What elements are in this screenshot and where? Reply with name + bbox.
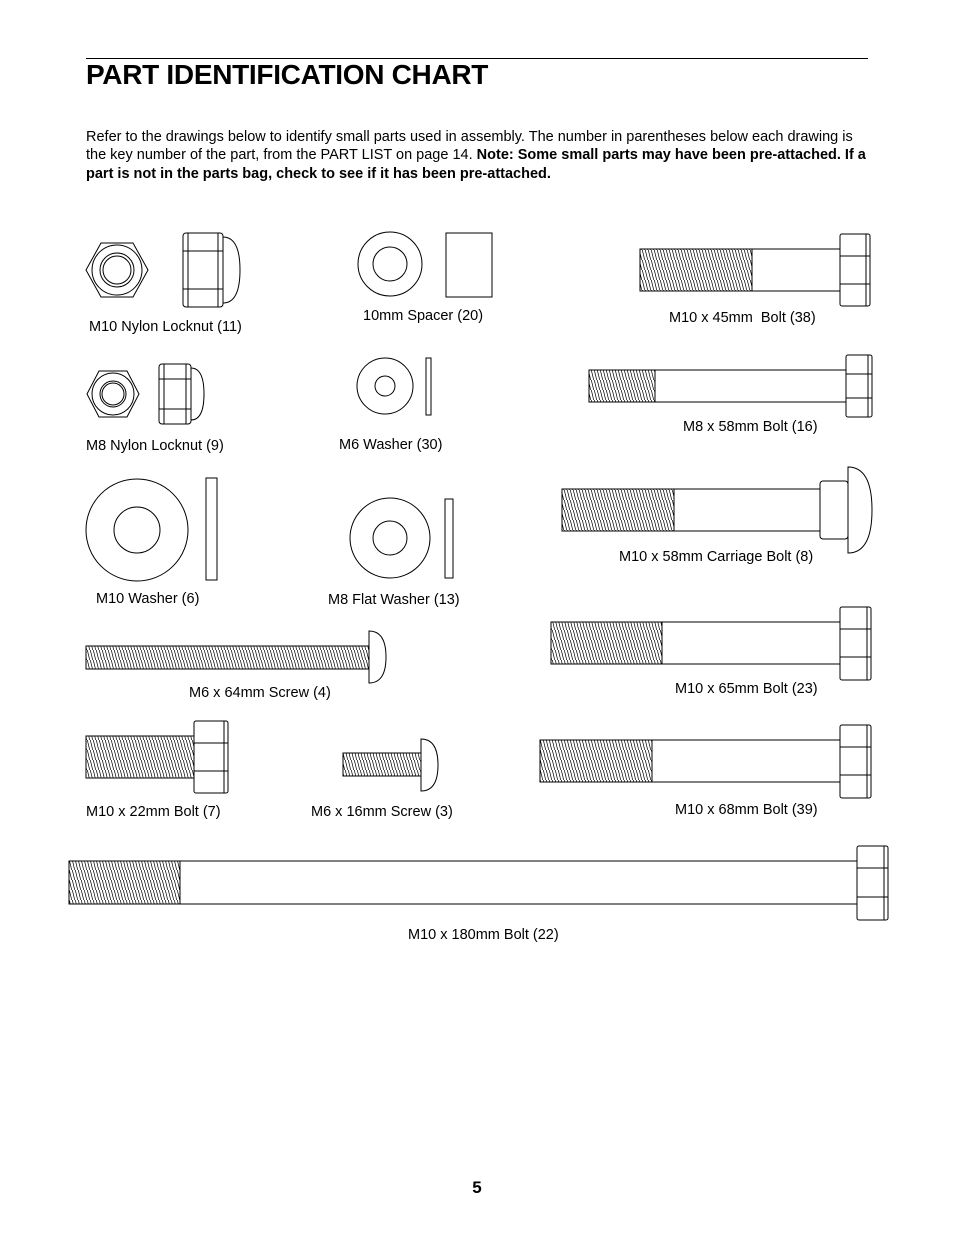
caption-m10x22-bolt: M10 x 22mm Bolt (7)	[86, 804, 221, 820]
m10x45-bolt-drawing	[640, 234, 870, 306]
m6-washer-drawing	[357, 358, 431, 415]
m8-flat-washer-drawing	[350, 498, 453, 578]
caption-m10x65-bolt: M10 x 65mm Bolt (23)	[675, 681, 818, 697]
m10x180-bolt-drawing	[69, 846, 888, 920]
caption-m10x45-bolt: M10 x 45mm Bolt (38)	[669, 310, 816, 326]
m6x64-screw-drawing	[86, 631, 386, 683]
m10-nylon-locknut-drawing	[86, 233, 240, 307]
caption-m10x68-bolt: M10 x 68mm Bolt (39)	[675, 802, 818, 818]
intro-note: Note: Some small parts may have been pre-attached. If a part is not in the parts bag, check to see if it has been pre-attached.	[86, 147, 866, 182]
m10x65-bolt-drawing	[551, 607, 871, 680]
caption-m6x64-screw: M6 x 64mm Screw (4)	[189, 685, 331, 701]
m10x22-bolt-drawing	[86, 721, 228, 793]
m10x58-carriage-bolt-drawing	[562, 467, 872, 553]
m10x68-bolt-drawing	[540, 725, 871, 798]
caption-10mm-spacer: 10mm Spacer (20)	[363, 308, 484, 324]
page-title: PART IDENTIFICATION CHART	[86, 59, 489, 90]
caption-m8-flat-washer: M8 Flat Washer (13)	[328, 592, 460, 608]
m6x16-screw-drawing	[343, 739, 438, 791]
m8x58-bolt-drawing	[589, 355, 872, 417]
intro-text: Refer to the drawings below to identify small parts used in assembly. The number in parentheses below each drawing is the key number of the part, from the PART LIST on page 14.	[86, 129, 853, 164]
caption-m10x180-bolt: M10 x 180mm Bolt (22)	[408, 927, 559, 943]
caption-m10-nylon-locknut: M10 Nylon Locknut (11)	[89, 319, 242, 335]
m8-nylon-locknut-drawing	[87, 364, 204, 424]
m10-washer-drawing	[86, 478, 217, 581]
caption-m10-washer: M10 Washer (6)	[96, 591, 200, 607]
page-number: 5	[472, 1178, 482, 1197]
caption-m6-washer: M6 Washer (30)	[339, 437, 443, 453]
caption-m6x16-screw: M6 x 16mm Screw (3)	[311, 804, 453, 820]
caption-m8-nylon-locknut: M8 Nylon Locknut (9)	[86, 438, 224, 454]
caption-m10x58-carriage-bolt: M10 x 58mm Carriage Bolt (8)	[619, 549, 814, 565]
caption-m8x58-bolt: M8 x 58mm Bolt (16)	[683, 419, 818, 435]
spacer-10mm-drawing	[358, 232, 492, 297]
